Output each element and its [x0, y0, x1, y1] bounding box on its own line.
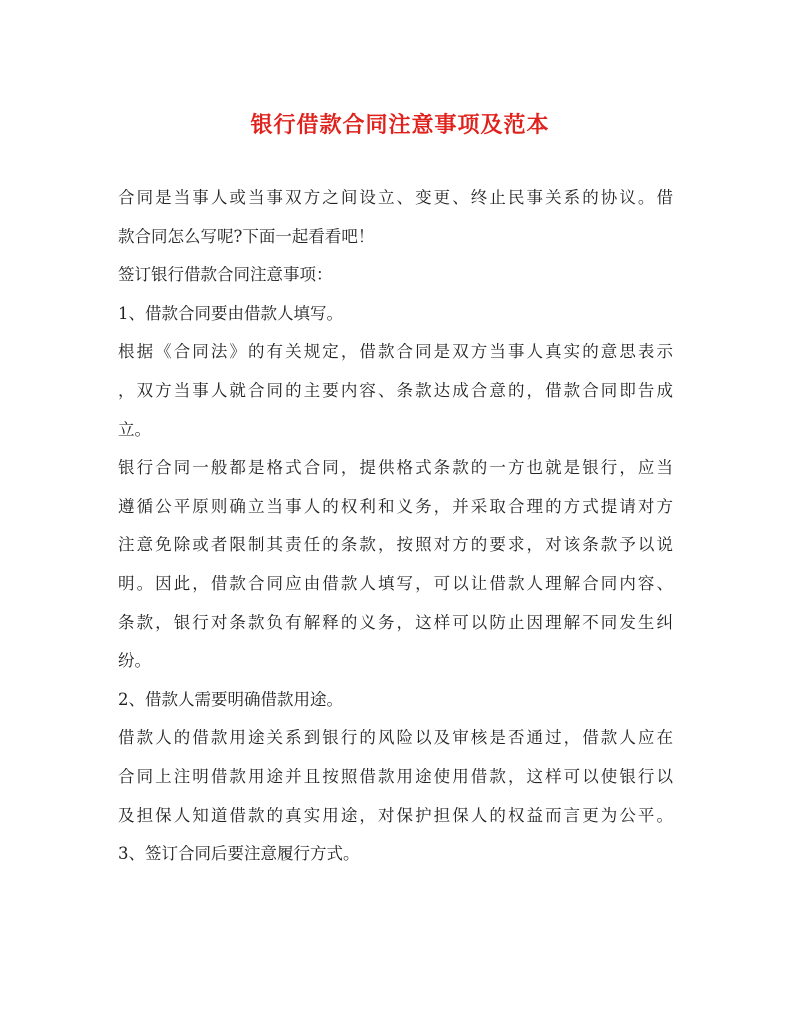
- body-text-line: 1、借款合同要由借款人填写。: [118, 303, 343, 323]
- body-text-line: 根据《合同法》的有关规定，借款合同是双方当事人真实的意思表示: [118, 342, 673, 362]
- body-text-line: 2、借款人需要明确借款用途。: [118, 689, 343, 709]
- body-text-line: 合同上注明借款用途并且按照借款用途使用借款，这样可以使银行以: [118, 766, 673, 786]
- body-text-line: 银行合同一般都是格式合同，提供格式条款的一方也就是银行，应当: [118, 458, 673, 478]
- body-text-line: 明。因此，借款合同应由借款人填写，可以让借款人理解合同内容、: [118, 573, 673, 593]
- page-title: 银行借款合同注意事项及范本: [250, 112, 550, 138]
- body-text-line: 借款人的借款用途关系到银行的风险以及审核是否通过，借款人应在: [118, 728, 673, 748]
- body-text-line: 签订银行借款合同注意事项：: [118, 265, 333, 285]
- document-body: [118, 179, 673, 874]
- body-text-line: 3、签订合同后要注意履行方式。: [118, 844, 360, 864]
- body-text-line: 遵循公平原则确立当事人的权利和义务，并采取合理的方式提请对方: [118, 496, 673, 516]
- body-text-line: 合同是当事人或当事双方之间设立、变更、终止民事关系的协议。借: [118, 188, 673, 207]
- body-text-line: 款合同怎么写呢?下面一起看看吧！: [118, 226, 375, 246]
- body-text-line: 注意免除或者限制其责任的条款，按照对方的要求，对该条款予以说: [118, 535, 673, 555]
- body-text-line: ，双方当事人就合同的主要内容、条款达成合意的，借款合同即告成: [118, 380, 673, 400]
- body-text-line: 及担保人知道借款的真实用途，对保护担保人的权益而言更为公平。: [118, 805, 673, 825]
- body-text-line: 纷。: [118, 651, 151, 671]
- body-text-line: 立。: [118, 419, 151, 439]
- body-text-line: 条款，银行对条款负有解释的义务，这样可以防止因理解不同发生纠: [118, 612, 673, 632]
